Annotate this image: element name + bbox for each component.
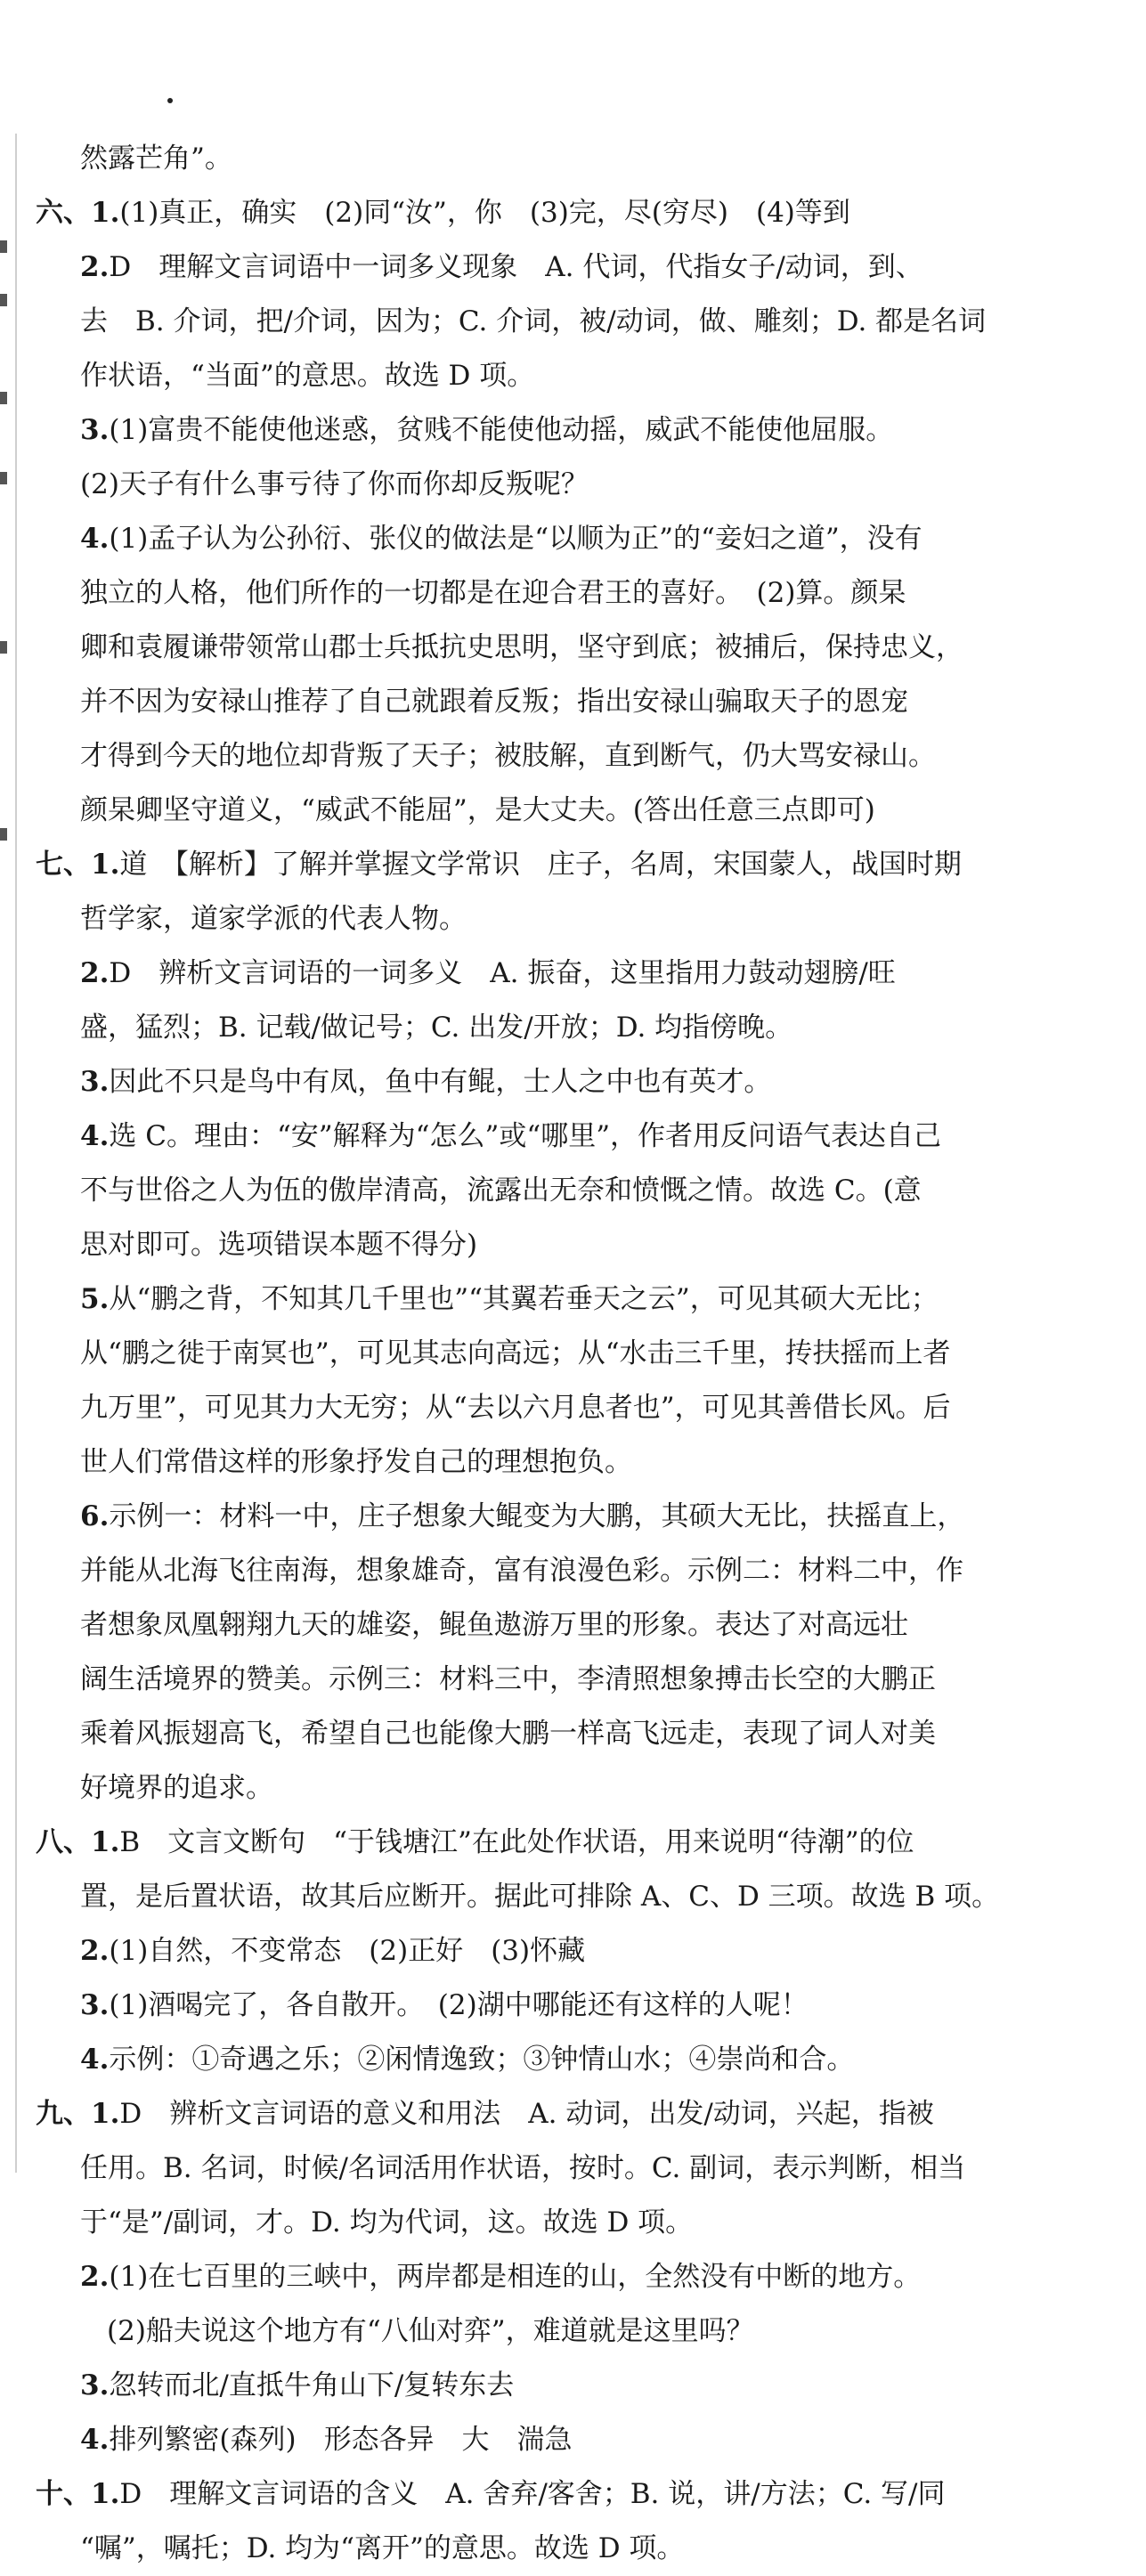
answer-text: 不与世俗之人为伍的傲岸清高，流露出无奈和愤慨之情。故选 C。(意 <box>80 1174 922 1207</box>
answer-text: (1)在七百里的三峡中，两岸都是相连的山，全然没有中断的地方。 <box>109 2261 922 2293</box>
question-number: 2. <box>80 957 110 989</box>
answer-text: 独立的人格，他们所作的一切都是在迎合君王的喜好。 (2)算。颜杲 <box>80 577 906 609</box>
answer-text: 才得到今天的地位却背叛了天子；被肢解，直到断气，仍大骂安禄山。 <box>80 740 936 772</box>
answer-line <box>36 621 1118 675</box>
answer-line <box>36 838 1118 892</box>
answer-text: 选 C。理由：“安”解释为“怎么”或“哪里”，作者用反问语气表达自己 <box>109 1120 942 1152</box>
answer-line <box>36 1544 1118 1598</box>
answer-text: 于“是”/副词，才。D. 均为代词，这。故选 D 项。 <box>80 2206 694 2239</box>
answer-text: D 辨析文言词语的意义和用法 A. 动词，出发/动词，兴起，指被 <box>119 2098 934 2130</box>
answer-text: 然露芒角”。 <box>80 142 232 175</box>
edge-mark <box>0 641 7 654</box>
answer-text: 因此不只是鸟中有凤，鱼中有鲲，士人之中也有英才。 <box>109 1066 772 1098</box>
question-number: 十、1. <box>36 2478 120 2510</box>
answer-text: D 理解文言词语中一词多义现象 A. 代词，代指女子/动词，到、 <box>109 251 923 283</box>
edge-mark <box>0 240 7 253</box>
answer-text: D 辨析文言词语的一词多义 A. 振奋，这里指用力鼓动翅膀/旺 <box>109 957 896 989</box>
answer-text: 颜杲卿坚守道义，“威武不能屈”，是大丈夫。(答出任意三点即可) <box>80 794 875 826</box>
answer-line <box>36 403 1118 458</box>
answer-line <box>36 295 1118 349</box>
answer-text: D 理解文言词语的含义 A. 舍弃/客舍；B. 说，讲/方法；C. 写/同 <box>119 2478 946 2510</box>
answer-line <box>36 892 1118 947</box>
answer-text: 任用。B. 名词，时候/名词活用作状语，按时。C. 副词，表示判断，相当 <box>80 2152 966 2184</box>
answer-line <box>36 2359 1118 2413</box>
answer-text: 示例一：材料一中，庄子想象大鲲变为大鹏，其硕大无比，扶摇直上， <box>109 1500 965 1532</box>
question-number: 5. <box>80 1283 110 1315</box>
answer-text: 哲学家，道家学派的代表人物。 <box>80 903 467 935</box>
answer-line <box>36 1924 1118 1979</box>
answer-line <box>36 1816 1118 1870</box>
answer-text: (1)酒喝完了，各自散开。 (2)湖中哪能还有这样的人呢！ <box>109 1989 809 2021</box>
question-number: 2. <box>80 251 110 283</box>
answer-line <box>36 1055 1118 1109</box>
answer-text: 忽转而北/直抵牛角山下/复转东去 <box>109 2369 515 2401</box>
answer-line <box>36 512 1118 566</box>
answer-text: 并不因为安禄山推荐了自己就跟着反叛；指出安禄山骗取天子的恩宠 <box>80 686 908 718</box>
answer-line <box>36 675 1118 729</box>
answer-text: (2)船夫说这个地方有“八仙对弈”，难道就是这里吗？ <box>107 2315 754 2347</box>
answer-text: 去 B. 介词，把/介词，因为；C. 介词，被/动词，做、雕刻；D. 都是名词 <box>80 305 987 337</box>
answer-line <box>36 132 1118 186</box>
answer-line <box>36 784 1118 838</box>
answer-line <box>36 1001 1118 1055</box>
answer-line <box>36 1435 1118 1490</box>
question-number: 3. <box>80 1066 110 1098</box>
answer-text: (1)自然，不变常态 (2)正好 (3)怀藏 <box>109 1935 586 1967</box>
edge-mark <box>0 294 7 306</box>
edge-mark <box>0 828 7 841</box>
question-number: 3. <box>80 414 110 446</box>
answer-line <box>36 2467 1118 2522</box>
answer-line <box>36 1272 1118 1327</box>
answer-text: 思对即可。选项错误本题不得分) <box>80 1229 478 1261</box>
answer-text: 好境界的追求。 <box>80 1772 273 1804</box>
answer-text: 作状语，“当面”的意思。故选 D 项。 <box>80 360 535 392</box>
answer-line <box>36 729 1118 784</box>
answer-line <box>36 2196 1118 2250</box>
answer-text: B 文言文断句 “于钱塘江”在此处作状语，用来说明“待潮”的位 <box>119 1826 914 1858</box>
answer-line <box>36 566 1118 621</box>
answer-line <box>36 2304 1118 2359</box>
answer-text: “嘱”，嘱托；D. 均为“离开”的意思。故选 D 项。 <box>80 2532 685 2564</box>
answer-text: 并能从北海飞往南海，想象雄奇，富有浪漫色彩。示例二：材料二中，作 <box>80 1555 963 1587</box>
answer-text: 世人们常借这样的形象抒发自己的理想抱负。 <box>80 1446 632 1478</box>
edge-mark <box>0 392 7 404</box>
question-number: 3. <box>80 2369 110 2401</box>
question-number: 4. <box>80 1120 110 1152</box>
question-number: 4. <box>80 2424 110 2456</box>
answer-line <box>36 1109 1118 1164</box>
answer-line <box>36 2250 1118 2304</box>
answer-text: 从“鹏之徙于南冥也”，可见其志向高远；从“水击三千里，抟扶摇而上者 <box>80 1337 951 1369</box>
answer-text: 置，是后置状语，故其后应断开。据此可排除 A、C、D 三项。故选 B 项。 <box>80 1881 1000 1913</box>
question-number: 八、1. <box>36 1826 120 1858</box>
answer-line <box>36 1218 1118 1272</box>
answer-text: 九万里”，可见其力大无穷；从“去以六月息者也”，可见其善借长风。后 <box>80 1392 951 1424</box>
answer-line <box>36 2033 1118 2087</box>
answer-line <box>36 1164 1118 1218</box>
answer-text: 从“鹏之背，不知其几千里也”“其翼若垂天之云”，可见其硕大无比； <box>109 1283 939 1315</box>
answer-line <box>36 2141 1118 2196</box>
answer-text: 排列繁密(森列) 形态各异 大 湍急 <box>109 2424 573 2456</box>
answer-line <box>36 2413 1118 2467</box>
edge-mark <box>0 472 7 484</box>
answer-line <box>36 947 1118 1001</box>
answer-line <box>36 1653 1118 1707</box>
question-number: 6. <box>80 1500 110 1532</box>
answer-line <box>36 1381 1118 1435</box>
answer-line <box>36 1979 1118 2033</box>
answer-content <box>36 132 1118 2576</box>
question-number: 4. <box>80 2044 110 2076</box>
answer-line <box>36 2522 1118 2576</box>
answer-text: (2)天子有什么事亏待了你而你却反叛呢？ <box>80 468 589 500</box>
answer-text: 盛，猛烈；B. 记载/做记号；C. 出发/开放；D. 均指傍晚。 <box>80 1012 793 1044</box>
top-dot-mark <box>167 98 173 103</box>
answer-text: (1)真正，确实 (2)同“汝”，你 (3)完，尽(穷尽) (4)等到 <box>119 197 850 229</box>
question-number: 六、1. <box>36 197 120 229</box>
answer-text: 者想象凤凰翱翔九天的雄姿，鲲鱼遨游万里的形象。表达了对高远壮 <box>80 1609 908 1641</box>
answer-line <box>36 2087 1118 2141</box>
answer-text: (1)孟子认为公孙衍、张仪的做法是“以顺为正”的“妾妇之道”，没有 <box>109 523 922 555</box>
answer-line <box>36 1870 1118 1924</box>
answer-text: 示例：①奇遇之乐；②闲情逸致；③钟情山水；④崇尚和合。 <box>109 2044 855 2076</box>
answer-line <box>36 240 1118 295</box>
question-number: 七、1. <box>36 849 120 881</box>
answer-text: 乘着风振翅高飞，希望自己也能像大鹏一样高飞远走，表现了词人对美 <box>80 1718 936 1750</box>
answer-line <box>36 1598 1118 1653</box>
answer-line <box>36 458 1118 512</box>
question-number: 4. <box>80 523 110 555</box>
question-number: 3. <box>80 1989 110 2021</box>
answer-text: 道 【解析】了解并掌握文学常识 庄子，名周，宋国蒙人，战国时期 <box>119 849 962 881</box>
left-margin-rule <box>15 134 17 2173</box>
answer-line <box>36 1327 1118 1381</box>
question-number: 2. <box>80 2261 110 2293</box>
answer-line <box>36 1490 1118 1544</box>
answer-text: (1)富贵不能使他迷惑，贫贱不能使他动摇，威武不能使他屈服。 <box>109 414 894 446</box>
answer-line <box>36 186 1118 240</box>
answer-text: 卿和袁履谦带领常山郡士兵抵抗史思明，坚守到底；被捕后，保持忠义， <box>80 631 963 663</box>
question-number: 九、1. <box>36 2098 120 2130</box>
question-number: 2. <box>80 1935 110 1967</box>
answer-text: 阔生活境界的赞美。示例三：材料三中，李清照想象搏击长空的大鹏正 <box>80 1663 936 1695</box>
answer-line <box>36 349 1118 403</box>
answer-line <box>36 1761 1118 1816</box>
answer-line <box>36 1707 1118 1761</box>
